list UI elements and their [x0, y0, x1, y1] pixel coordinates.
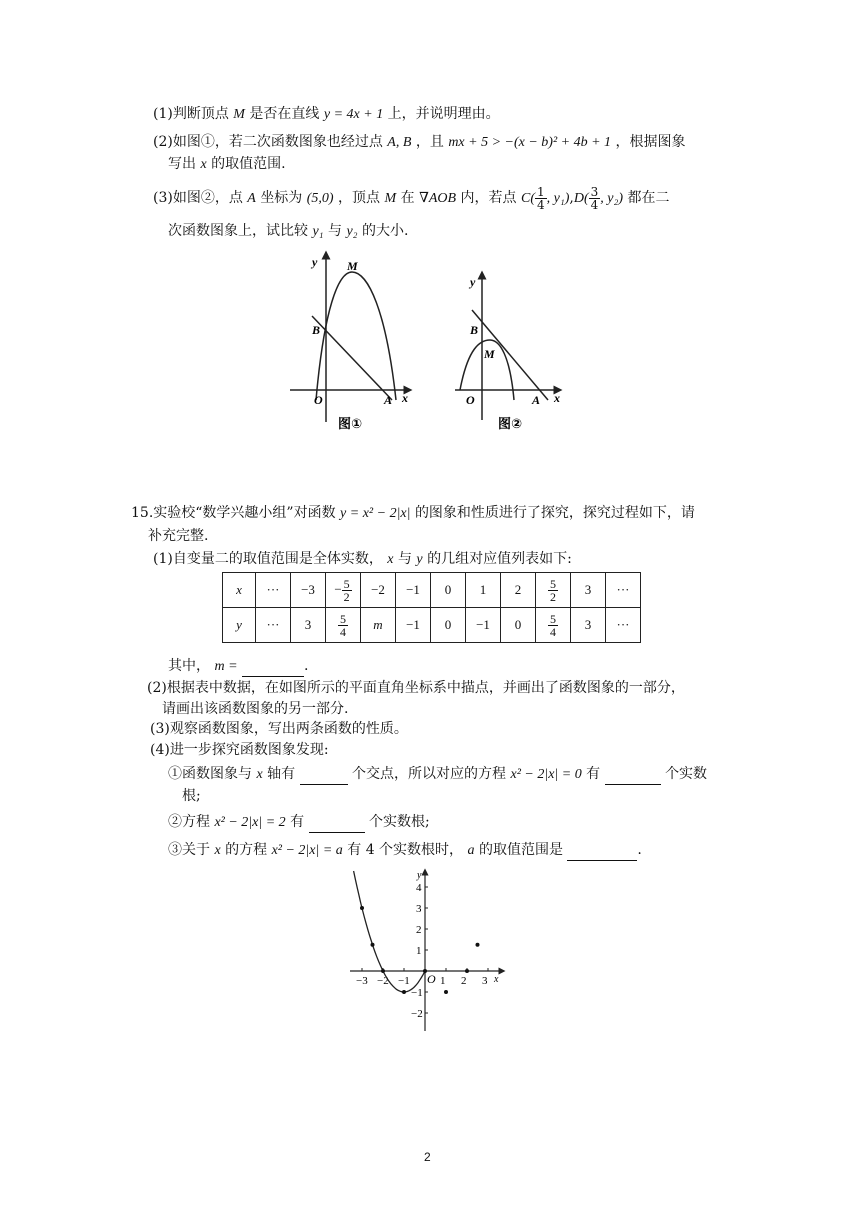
x-tick-label: −3	[356, 975, 368, 987]
answer-blank-roots-eq2[interactable]	[309, 818, 365, 833]
table-cell: −3	[291, 573, 326, 608]
table-cell: 3	[571, 573, 606, 608]
table-cell: y	[223, 608, 256, 643]
fig2-label-b: B	[470, 323, 479, 337]
answer-blank-m[interactable]	[242, 662, 304, 677]
table-row-y	[223, 608, 641, 643]
table-cell: $\frac{5}{4}$	[326, 608, 361, 643]
fig2-label-a: A	[532, 393, 541, 407]
fig2-caption: 图②	[498, 417, 523, 432]
answer-blank-a-range[interactable]	[567, 846, 637, 861]
table-cell: m	[361, 608, 396, 643]
table-cell: −1	[396, 573, 431, 608]
fig1-label-a: A	[384, 393, 393, 407]
plotted-point	[465, 969, 469, 973]
x-tick-label: 2	[461, 975, 467, 987]
q14-part3: (3)如图②，点 A 坐标为 (5,0) ，顶点 M 在 ∇AOB 内，若点 C( $\frac{1}{4}$ , y₁),D( $\frac{3}{4}$ , y₂) 都在二	[153, 184, 670, 212]
table-cell: 1	[466, 573, 501, 608]
fig2-label-x: x	[554, 391, 560, 405]
page-number: 2	[424, 1150, 431, 1164]
q14-part1: (1)判断顶点 M 是否在直线 y = 4x + 1 上，并说明理由。	[153, 106, 500, 122]
q14-part2: (2)如图①，若二次函数图象也经过点 A, B ，且 mx + 5 > −(x − b)² + 4b + 1 ，根据图象	[153, 134, 686, 150]
y-tick-label: 3	[416, 903, 422, 915]
table-cell: 3	[571, 608, 606, 643]
fig2-label-y: y	[470, 275, 476, 289]
table-cell: 0	[431, 573, 466, 608]
q14-part2-line2: 写出 x 的取值范围.	[168, 156, 286, 172]
q15-part4: (4)进一步探究函数图象发现:	[150, 742, 329, 758]
q14-part3-line2: 次函数图象上，试比较 y₁ 与 y₂ 的大小.	[168, 223, 409, 239]
table-cell: x	[223, 573, 256, 608]
graph-label-y: y	[417, 870, 422, 881]
q15-sub3: ③关于 x 的方程 x² − 2|x| = a 有 4 个实数根时， a 的取值范围是 .	[168, 840, 642, 861]
q15-sub1: ①函数图象与 x 轴有 个交点，所以对应的方程 x² − 2|x| = 0 有 个实数	[168, 764, 707, 785]
fig1-label-y: y	[312, 255, 318, 269]
figure-2	[450, 270, 570, 435]
x-tick-label: −2	[377, 975, 389, 987]
q15-part2: (2)根据表中数据，在如图所示的平面直角坐标系中描点，并画出了函数图象的一部分，	[147, 680, 685, 696]
x-tick-label: 1	[440, 975, 446, 987]
table-cell: 2	[501, 573, 536, 608]
table-cell: −2	[361, 573, 396, 608]
plotted-point	[476, 943, 480, 947]
table-row-x	[223, 573, 641, 608]
figure-1	[290, 250, 420, 435]
q15-part3: (3)观察函数图象，写出两条函数的性质。	[150, 721, 408, 737]
table-cell: − $\frac{5}{2}$	[326, 573, 361, 608]
answer-blank-intersections[interactable]	[300, 770, 348, 785]
fig1-label-b: B	[312, 323, 321, 337]
q15-intro-line2: 补充完整.	[148, 528, 209, 544]
table-cell: −1	[396, 608, 431, 643]
fig1-label-m: M	[347, 259, 358, 273]
table-cell: ···	[256, 573, 291, 608]
table-cell: $\frac{5}{2}$	[536, 573, 571, 608]
y-tick-label: 2	[416, 924, 422, 936]
q15-sub1-line2: 根;	[182, 788, 201, 804]
answer-blank-roots-eq0[interactable]	[605, 770, 661, 785]
graph-partial-curve	[354, 871, 425, 992]
table-cell: 0	[501, 608, 536, 643]
fig1-caption: 图①	[338, 417, 363, 432]
plotted-point	[371, 943, 375, 947]
fig1-label-o: O	[314, 393, 323, 407]
fraction-d: $\frac{3}{4}$	[590, 184, 599, 212]
fig1-parabola	[316, 272, 396, 400]
table-cell: 3	[291, 608, 326, 643]
x-tick-label: 3	[482, 975, 488, 987]
table-cell: ···	[256, 608, 291, 643]
fig2-label-m: M	[484, 347, 495, 361]
y-tick-label: 4	[416, 882, 422, 894]
q15-m-line: 其中， m = .	[168, 656, 308, 677]
y-tick-label: −2	[411, 1008, 423, 1020]
fig1-line-ab	[312, 316, 392, 400]
y-tick-label: −1	[411, 987, 423, 999]
plotted-point	[360, 906, 364, 910]
y-tick-label: 1	[416, 945, 422, 957]
table-cell: $\frac{5}{4}$	[536, 608, 571, 643]
q15-part2-line2: 请画出该函数图象的另一部分.	[162, 701, 349, 717]
table-cell: −1	[466, 608, 501, 643]
plotted-point	[381, 969, 385, 973]
plotted-point	[444, 990, 448, 994]
x-tick-label: −1	[398, 975, 410, 987]
graph-label-o: O	[427, 972, 436, 986]
graph-label-x: x	[494, 974, 499, 985]
fig1-label-x: x	[402, 391, 408, 405]
plotted-point	[402, 990, 406, 994]
table-cell: ···	[606, 608, 641, 643]
table-cell: 0	[431, 608, 466, 643]
q15-sub2: ②方程 x² − 2|x| = 2 有 个实数根;	[168, 812, 430, 833]
table-cell: ···	[606, 573, 641, 608]
function-graph	[340, 866, 510, 1036]
q15-part1: (1)自变量二的取值范围是全体实数， x 与 y 的几组对应值列表如下:	[153, 551, 572, 567]
fig2-label-o: O	[466, 393, 475, 407]
q15-intro: 15.实验校“数学兴趣小组”对函数 y = x² − 2|x| 的图象和性质进行了探究，探究过程如下，请	[131, 505, 695, 521]
value-table	[222, 572, 641, 643]
fraction-c: $\frac{1}{4}$	[536, 184, 545, 212]
